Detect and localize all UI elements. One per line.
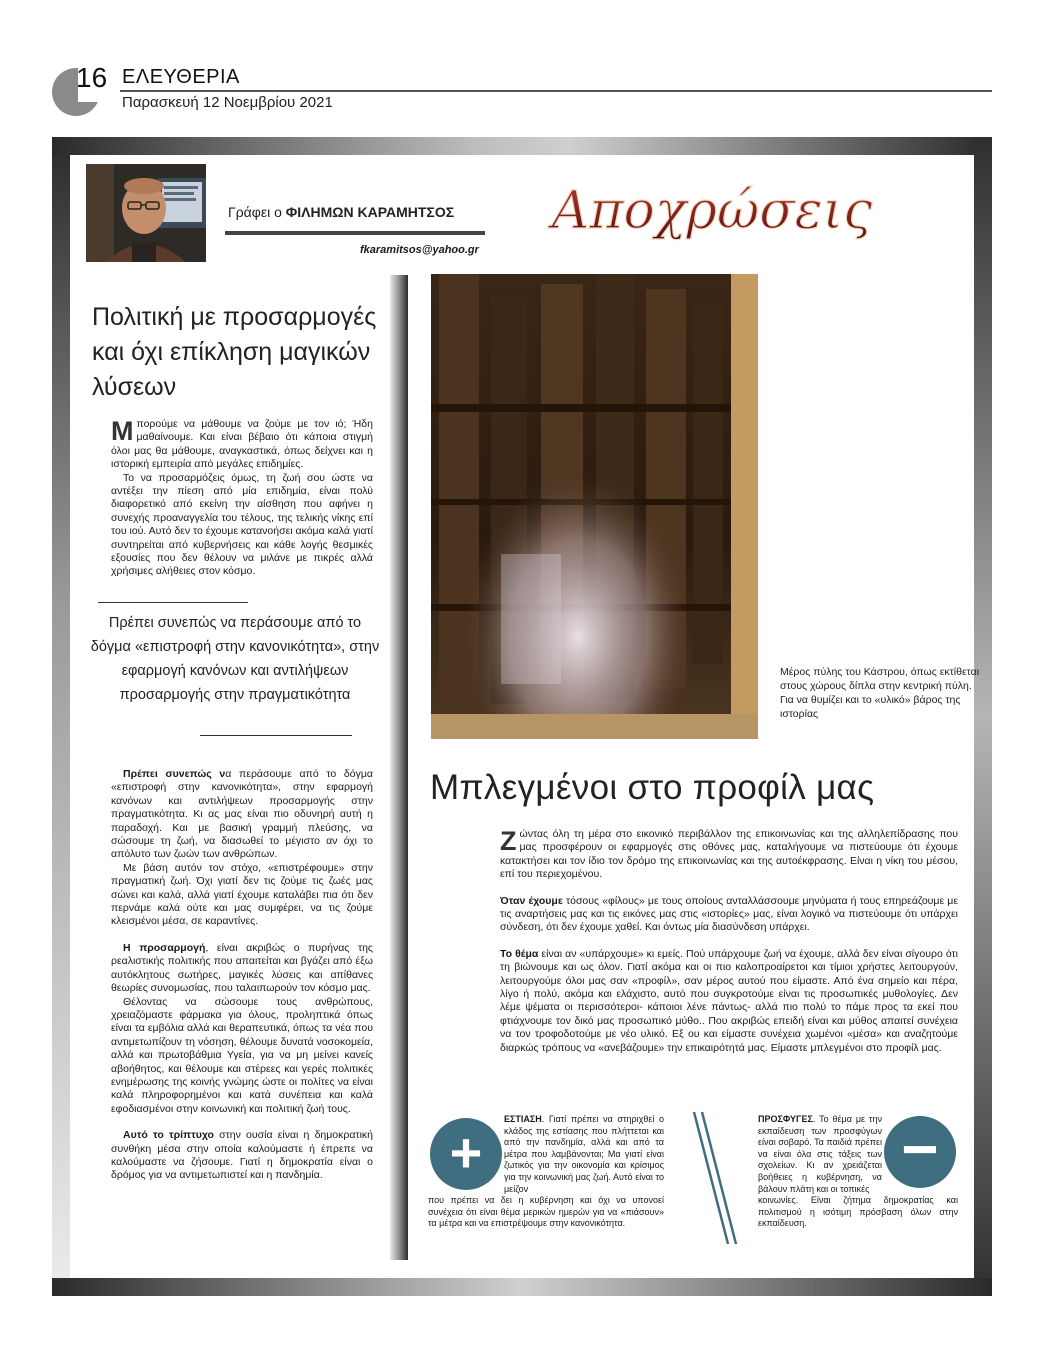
left-article-title: Πολιτική με προσαρμογές και όχι επίκληση μαγικών λύσεων [92, 303, 377, 401]
author-photo [86, 164, 206, 262]
main-article-dropcap: Ζ [500, 826, 517, 856]
author-name: ΦΙΛΗΜΩΝ ΚΑΡΑΜΗΤΣΟΣ [285, 204, 455, 220]
pullquote-rule-bottom [200, 735, 352, 736]
left-article-dropcap: Μ [111, 416, 134, 446]
minus-icon: − [884, 1116, 956, 1188]
left-article-intro: Μπορούμε να μάθουμε να ζούμε με τον ιό; Ήδη μαθαίνουμε. Και είναι βέβαιο ότι κάποια στιγμή όλοι μας θα μάθουμε, αναγκαστικά, όπως δείχνει και η ιστορική εμπειρία από μεγάλες επιδημίες. Το να προσαρμόζεις όμως, τη ζωή σου ώστε να αντέξει την πίεση από μία επιδημία, είναι πολύ διαφορετικό από εκείνη την αίσθηση που αφήνει η συνεχής προαναγγελία του τέλους, της τελικής νίκης επί του ιού. Αυτό δεν το έχουμε κατανοήσει ακόμα καλά γιατί συντηρείται από κυβερνήσεις και κάθε λογής θεσμικές εξουσίες που δεν θέλουν να μιλάνε με πικρές αλλά χρήσιμες αλήθειες στον κόσμο. [111, 416, 373, 578]
byline: Γράφει ο ΦΙΛΗΜΩΝ ΚΑΡΑΜΗΤΣΟΣ [228, 204, 455, 220]
frame-bottom-bar [52, 1278, 992, 1296]
main-article-title: Μπλεγμένοι στο προφίλ μας [430, 768, 875, 807]
slash-divider-icon [690, 1108, 740, 1248]
author-email[interactable]: fkaramitsos@yahoo.gr [360, 244, 479, 256]
pullquote-rule-top [98, 602, 248, 603]
frame-top-bar [52, 137, 992, 155]
frame-left-bar [52, 155, 70, 1278]
left-article-body: Πρέπει συνεπώς να περάσουμε από το δόγμα «επιστροφή στην κανονικότητα», στην εφαρμογή κανόνων και αντιλήψεων προσαρμογής στην πραγματικότητα. Κι ας μας είναι πιο οδυνηρή αυτή η παραδοχή. Και με βασική γραμμή πλεύσης, να σώσουμε τη ζωή, να διασωθεί το μέγιστο αν όχι το απόλυτο των ζωών των ανθρώπων. Με βάση αυτόν τον στόχο, «επιστρέφουμε» στην πραγματική ζωή. Όχι γιατί δεν τις ζούμε τις ζωές μας σώνει και καλά, αλλά γιατί έχουμε καταλάβει πια ότι δεν περνάμε καλά ούτε και μας συμφέρει, να τις ζούμε κλεισμένοι μέσα, σε καραντίνες. Η προσαρμογή, είναι ακριβώς ο πυρήνας της ρεαλιστικής πολιτικής που απαιτείται και βγάζει από έξω αυτόκλητους σωτήρες, μαγικές λύσεις και απίθανες θεωρίες συνομωσίας, που ταλαιπωρούν τον κόσμο μας. Θέλοντας να σώσουμε τους ανθρώπους, χρειαζόμαστε φάρμακα για όλους, προληπτικά όπως είναι τα εμβόλια αλλά και θεραπευτικά, όπως τα νέα που αντιμετωπίζουν τη νόσηση, θέλουμε δυνατά νοσοκομεία, αλλά και πρωτοβάθμια Υγεία, για να μη μείνει κανείς αβοήθητος, και θέλουμε και στέρεες και γερές πολιτικές ενημέρωσης της κοινής γνώμης ώστε οι πολίτες να είναι καλά πληροφορημένοι και κατά συνέπεια και καλά εφοδιασμένοι στην κοινωνική και πολιτική ζωή τους. Αυτό το τρίπτυχο στην ουσία είναι η δημοκρατική συνθήκη μέσα στην οποία καλούμαστε ή έπρεπε να καλούμαστε να ζήσουμε. Γιατί η δημοκρατία είναι ο δρόμος για να αντιμετωπιστεί και η πανδημία. [111, 768, 374, 1182]
plus-box-label: ΕΣΤΙΑΣΗ [504, 1114, 542, 1124]
plus-box-text: ΕΣΤΙΑΣΗ. Γιατί πρέπει να στηριχθεί ο κλάδος της εστίασης που πλήττεται και από την πανδημία, αλλά και από τα μέτρα που λαμβάνονται; Μα γιατί είναι ζωτικός για την οικονομία και κρίσιμος για την κοινωνική μας ζωή. Αυτό είναι το μείζον που πρέπει να δει η κυβέρνηση και όχι να υπονοεί συνέχεια ότι είναι θέμα μερικών ημερών για να «πιάσουν» τα μέτρα και να επιστρέψουμε στην κανονικότητα. [428, 1114, 664, 1229]
issue-date: Παρασκευή 12 Νοεμβρίου 2021 [122, 94, 333, 111]
castle-gate-photo [431, 274, 758, 739]
header-rule [120, 90, 992, 92]
plus-icon: + [430, 1118, 502, 1190]
minus-box-text: ΠΡΟΣΦΥΓΕΣ. Το θέμα με την εκπαίδευση των προσφύγων είναι σοβαρό. Τα παιδιά πρέπει να είναι όλα στις τάξεις των σχολείων. Κι αν χρειάζεται βοήθειες η κυβέρνηση, να βάλουν πλάτη και οι τοπικές κοινωνίες. Είναι ζήτημα δημοκρατίας και πολιτισμού η ισότιμη πρόσβαση όλων στην εκπαίδευση. [758, 1114, 958, 1229]
column-logo-text: Αποχρώσεις [551, 181, 873, 241]
byline-rule [225, 231, 485, 235]
page-number: 16 [76, 62, 108, 93]
column-divider [390, 275, 408, 1260]
pullquote: Πρέπει συνεπώς να περάσουμε από το δόγμα «επιστροφή στην κανονικότητα», στην εφαρμογή κανόνων και αντιλήψεων προσαρμογής στην πραγματικότητα [90, 615, 380, 703]
photo-caption: Μέρος πύλης του Κάστρου, όπως εκτίθεται στους χώρους δίπλα στην κεντρική πύλη. Για να θυμίζει και το «υλικό» βάρος της ιστορίας [780, 666, 980, 720]
main-article-body: Ζώντας όλη τη μέρα στο εικονικό περιβάλλον της επικοινωνίας και της αλληλεπίδρασης που μας προσφέρουν οι εφαρμογές στις οθόνες μας, καταλήγουμε να πιστεύουμε ότι έχουμε κατακτήσει και τον ίδιο τον δρόμο της επικοινωνίας και της αυτοέκφρασης. Είναι η νίκη του μέσου, επί του περιεχομένου. Όταν έχουμε τόσους «φίλους» με τους οποίους ανταλλάσσουμε μηνύματα ή τους επηρεάζουμε με τις αναρτήσεις μας και τις εικόνες μας στις «ιστορίες» μας, είναι λογικό να πιστεύουμε ότι υπάρχει σύνδεση, ότι δεν έχουμε χαθεί. Και όντως μία διασύνδεση υπάρχει. Το θέμα είναι αν «υπάρχουμε» κι εμείς. Πού υπάρχουμε ζωή να έχουμε, αλλά δεν είναι σίγουρο ότι τη βιώνουμε και ως όλον. Γιατί ακόμα και οι πιο καλοπροαίρετοι και τίμιοι χρήστες λειτουργούν, λειτουργούμε όλοι μας σαν «προφίλ», σαν μέρος αυτού που είμαστε. Από ένα σημείο και πέρα, λίγο ή πολύ, ακόμα και ελάχιστο, αυτό που συγκροτούμε είναι τις προσωπικές μυθολογίες. Δεν λέμε ψέματα οι περισσότεροι- κάποιοι λένε πάντως- αλλά πιο πολύ το πάμε προς τα εκεί που φτιάχνουμε τον δικό μας προσωπικό μύθο.. Που ακριβώς επειδή είναι και μύθος απαιτεί συνέχεια να τον τροφοδοτούμε με νέο υλικό. Εξ ου και είμαστε συνέχεια χωμένοι «μέσα» και αναζητούμε διαρκώς τρόπους να «ανεβάζουμε» την επικαιρότητά μας. Είμαστε μπλεγμένοι στο προφίλ μας. [500, 826, 959, 1054]
newspaper-name: ΕΛΕΥΘΕΡΙΑ [122, 66, 240, 88]
minus-box-label: ΠΡΟΣΦΥΓΕΣ [758, 1114, 813, 1124]
column-logo [515, 170, 910, 260]
